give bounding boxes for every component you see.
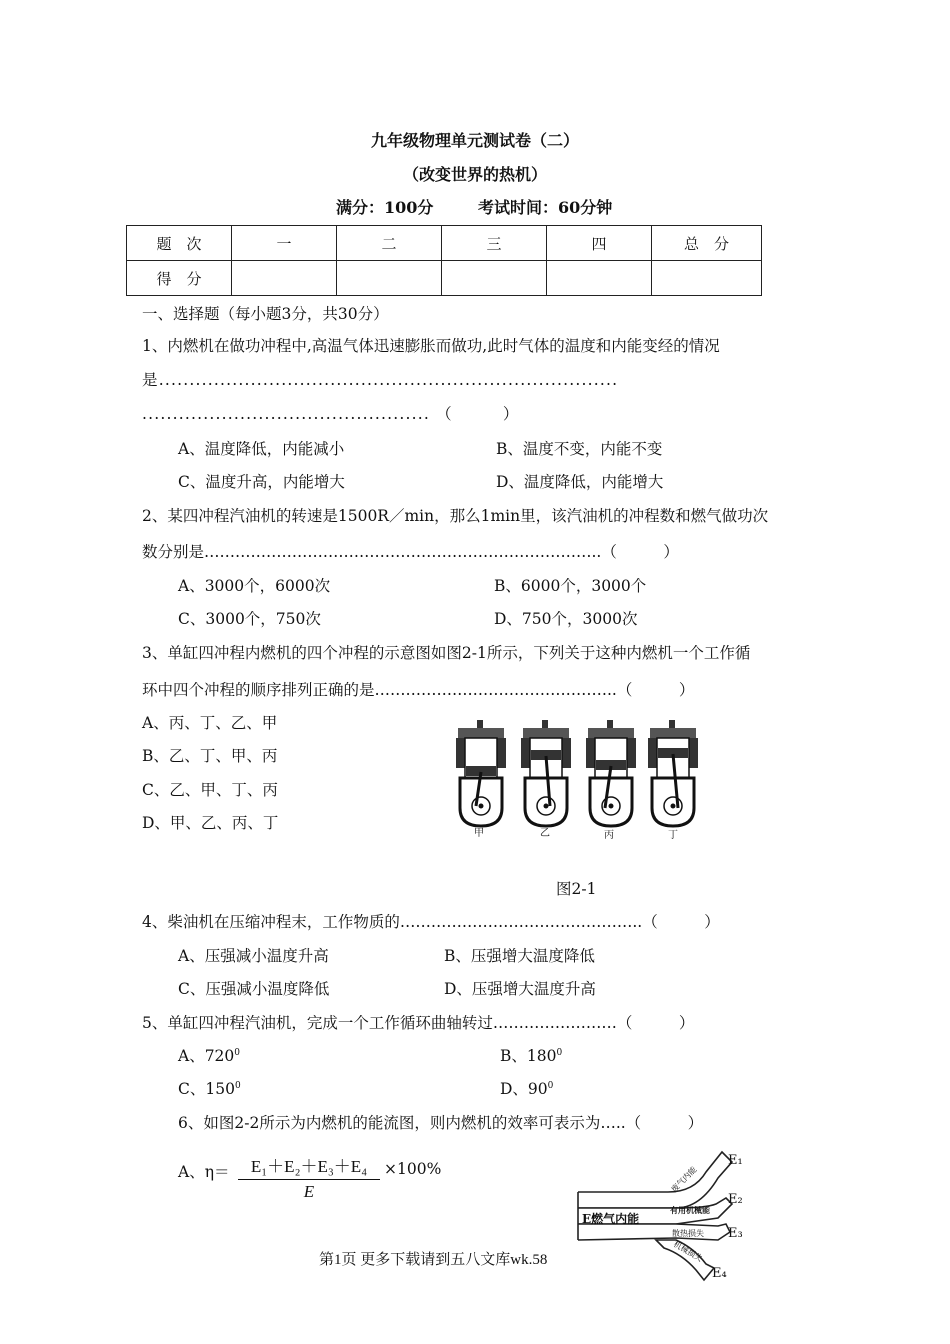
degree-superscript: 0 — [234, 1080, 241, 1091]
option-text: B、180 — [500, 1047, 557, 1065]
question-4-option-a: A、压强减小温度升高 — [178, 947, 329, 965]
question-3-line-2: 环中四个冲程的顺序排列正确的是………………………………………..（ ） — [142, 681, 695, 699]
score-table-header-row — [127, 226, 762, 261]
score-input-cell[interactable] — [547, 261, 652, 296]
flow-main-label: E燃气内能 — [582, 1212, 640, 1226]
time-info: 考试时间：60分钟 — [478, 198, 613, 217]
question-5-option-d — [500, 1077, 553, 1099]
score-input-cell[interactable] — [442, 261, 547, 296]
question-2-option-b: B、6000个，3000个 — [494, 577, 647, 595]
question-4-line-1: 4、柴油机在压缩冲程末，工作物质的………………………………………..（ ） — [142, 913, 720, 931]
flow-e2-label: 有用机械能 — [670, 1205, 710, 1215]
question-2-option-c: C、3000个，750次 — [178, 610, 321, 628]
question-4-option-b: B、压强增大温度降低 — [444, 947, 595, 965]
question-1-option-a: A、温度降低，内能减小 — [178, 440, 345, 458]
question-3-option-b: B、乙、丁、甲、丙 — [142, 747, 278, 765]
table-cell: 题 次 — [127, 226, 232, 261]
table-cell: 总 分 — [652, 226, 762, 261]
table-cell: 四 — [547, 226, 652, 261]
flow-e3-label: 散热损失 — [672, 1229, 704, 1238]
degree-superscript: 0 — [547, 1080, 554, 1091]
fraction-numerator: E₁＋E₂＋E₃＋E₄ — [238, 1152, 380, 1180]
question-2-option-d: D、750个，3000次 — [494, 610, 638, 628]
flow-e4: E₄ — [712, 1266, 727, 1281]
question-4-option-c: C、压强减小温度降低 — [178, 980, 330, 998]
figure-caption: 图2-1 — [556, 880, 597, 898]
page-subtitle: （改变世界的热机） — [402, 165, 547, 184]
question-1-option-c: C、温度升高，内能增大 — [178, 473, 345, 491]
page-title: 九年级物理单元测试卷（二） — [370, 131, 579, 150]
question-1-option-d: D、温度降低，内能增大 — [496, 473, 664, 491]
score-table — [126, 225, 762, 296]
flow-e3: E₃ — [728, 1226, 743, 1241]
table-cell: 三 — [442, 226, 547, 261]
table-cell: 得 分 — [127, 261, 232, 296]
figure-label-jia: 甲 — [474, 828, 484, 839]
question-2-option-a: A、3000个，6000次 — [178, 577, 331, 595]
degree-superscript: 0 — [556, 1047, 563, 1058]
question-2-line-2: 数分别是…………………………………………………………………..（ ） — [142, 543, 679, 561]
option-text: D、90 — [500, 1080, 548, 1098]
table-cell: 一 — [232, 226, 337, 261]
engine-ding-diagram — [648, 720, 698, 826]
question-5-line-1: 5、单缸四冲程汽油机，完成一个工作循环曲轴转过……………………（ ） — [142, 1014, 695, 1032]
figure-label-ding: 丁 — [668, 830, 678, 841]
question-5-option-c — [178, 1077, 241, 1099]
flow-e2: E₂ — [728, 1192, 743, 1207]
question-2-line-1: 2、某四冲程汽油机的转速是1500R／min，那么1min里，该汽油机的冲程数和燃气做功次 — [142, 507, 769, 525]
question-1-line-3: ............................................... （ ） — [142, 405, 520, 423]
question-3-option-d: D、甲、乙、丙、丁 — [142, 814, 279, 832]
score-table-score-row — [127, 261, 762, 296]
score-input-cell[interactable] — [652, 261, 762, 296]
engine-bing-diagram — [586, 720, 636, 826]
question-1-line-1: 1、内燃机在做功冲程中,高温气体迅速膨胀而做功,此时气体的温度和内能变经的情况 — [142, 337, 720, 355]
efficiency-fraction — [238, 1152, 380, 1202]
fraction-denominator: E — [303, 1182, 315, 1201]
question-3-option-c: C、乙、甲、丁、丙 — [142, 781, 278, 799]
question-6-option-a-prefix: A、η＝ — [178, 1163, 230, 1181]
flow-e4-label: 机械损失 — [671, 1239, 705, 1264]
question-5-option-b — [500, 1044, 562, 1066]
option-text: A、720 — [178, 1047, 235, 1065]
option-text: C、150 — [178, 1080, 235, 1098]
degree-superscript: 0 — [234, 1047, 241, 1058]
question-6-option-a-suffix: ×100% — [384, 1160, 442, 1178]
engine-jia-diagram — [456, 720, 506, 826]
score-input-cell[interactable] — [337, 261, 442, 296]
figure-label-bing: 丙 — [604, 830, 614, 841]
flow-arrow-e1 — [578, 1152, 732, 1208]
page-footer: 第1页 更多下载请到五八文库wk.58 — [319, 1252, 548, 1268]
question-4-option-d: D、压强增大温度升高 — [444, 980, 596, 998]
question-5-option-a — [178, 1044, 240, 1066]
question-1-option-b: B、温度不变，内能不变 — [496, 440, 663, 458]
question-3-option-a: A、丙、丁、乙、甲 — [142, 714, 278, 732]
question-1-line-2: 是........................................................................... — [142, 371, 619, 389]
section-heading: 一、选择题（每小题3分，共30分） — [142, 305, 389, 323]
engine-yi-diagram — [521, 720, 571, 826]
flow-e1-label: 废气内能 — [669, 1165, 699, 1194]
question-3-line-1: 3、单缸四冲程内燃机的四个冲程的示意图如图2-1所示，下列关于这种内燃机一个工作循 — [142, 644, 751, 662]
figure-label-yi: 乙 — [540, 828, 550, 839]
table-cell: 二 — [337, 226, 442, 261]
flow-e1: E₁ — [728, 1153, 743, 1168]
score-info: 满分：100分 — [336, 198, 434, 217]
score-input-cell[interactable] — [232, 261, 337, 296]
question-6-line-1: 6、如图2-2所示为内燃机的能流图，则内燃机的效率可表示为…..（ ） — [178, 1114, 704, 1132]
